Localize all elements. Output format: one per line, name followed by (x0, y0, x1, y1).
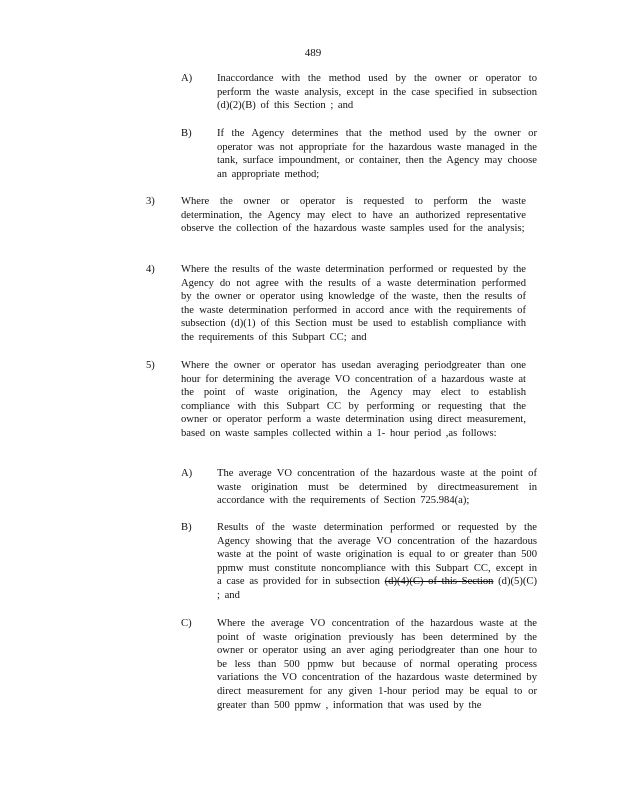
item-marker: A) (181, 73, 193, 84)
item-text-before: Results of the waste determination performed or requested by the Agency showing that the average VO concentration of the hazardous waste at the point of waste origination is equal to or greater than 500 ppmw must constitute noncompliance with this Subpart CC, except in a case as provided for in subsection (217, 522, 537, 588)
item-text: Where the results of the waste determination performed or requested by the Agency do not agree with the results of a waste determination performed by the owner or operator using knowledge of the waste, then the results of the waste determination performed in accord ance with the requirements of subsection (d)(1) of this Section must be used to establish compliance with the requirements of this Subpart CC; and (181, 264, 526, 343)
item-text: Where the average VO concentration of the hazardous waste at the point of waste origination previously has been determined by the owner or operator using an aver aging periodgreater than one hour to be less than 500 ppmw but because of normal operating process variations the VO concentration of the hazardous waste determined by direct measurement for any given 1-hour period may be equal to or greater than 500 ppmw , information that was used by the (217, 618, 537, 711)
struck-text: (d)(4)(C) of this Section (384, 576, 494, 588)
item-text: Where the owner or operator is requested to perform the waste determination, the Agency may elect to have an authorized representative observe the collection of the hazardous waste samples used for the analysis; (181, 196, 526, 235)
item-marker: A) (181, 468, 193, 479)
item-text-after: (d)(5)(C) ; and (217, 576, 537, 601)
item-marker: 3) (146, 196, 155, 207)
item-text: Inaccordance with the method used by the owner or operator to perform the waste analysis, except in the case specified in subsection (d)(2)(B) of this Section ; and (217, 73, 537, 112)
item-text: Where the owner or operator has usedan averaging periodgreater than one hour for determining the average VO concentration of a hazardous waste at the point of waste origination, the Agency may elect to establish compliance with this Subpart CC by performing or requesting that the owner or operator perform a waste determination using direct measurement, based on waste samples collected within a 1- hour period ,as follows: (181, 360, 526, 439)
item-text: If the Agency determines that the method used by the owner or operator was not appropriate for the hazardous waste managed in the tank, surface impoundment, or container, then the Agency may choose an appropriate method; (217, 128, 537, 180)
item-marker: C) (181, 618, 192, 629)
item-text (217, 521, 537, 603)
page-number: 489 (304, 47, 322, 59)
item-text: The average VO concentration of the hazardous waste at the point of waste origination must be determined by directmeasurement in accordance with the requirements of Section 725.984(a); (217, 468, 537, 507)
item-marker: B) (181, 522, 192, 533)
item-marker: 4) (146, 264, 155, 275)
item-marker: B) (181, 128, 192, 139)
item-marker: 5) (146, 360, 155, 371)
